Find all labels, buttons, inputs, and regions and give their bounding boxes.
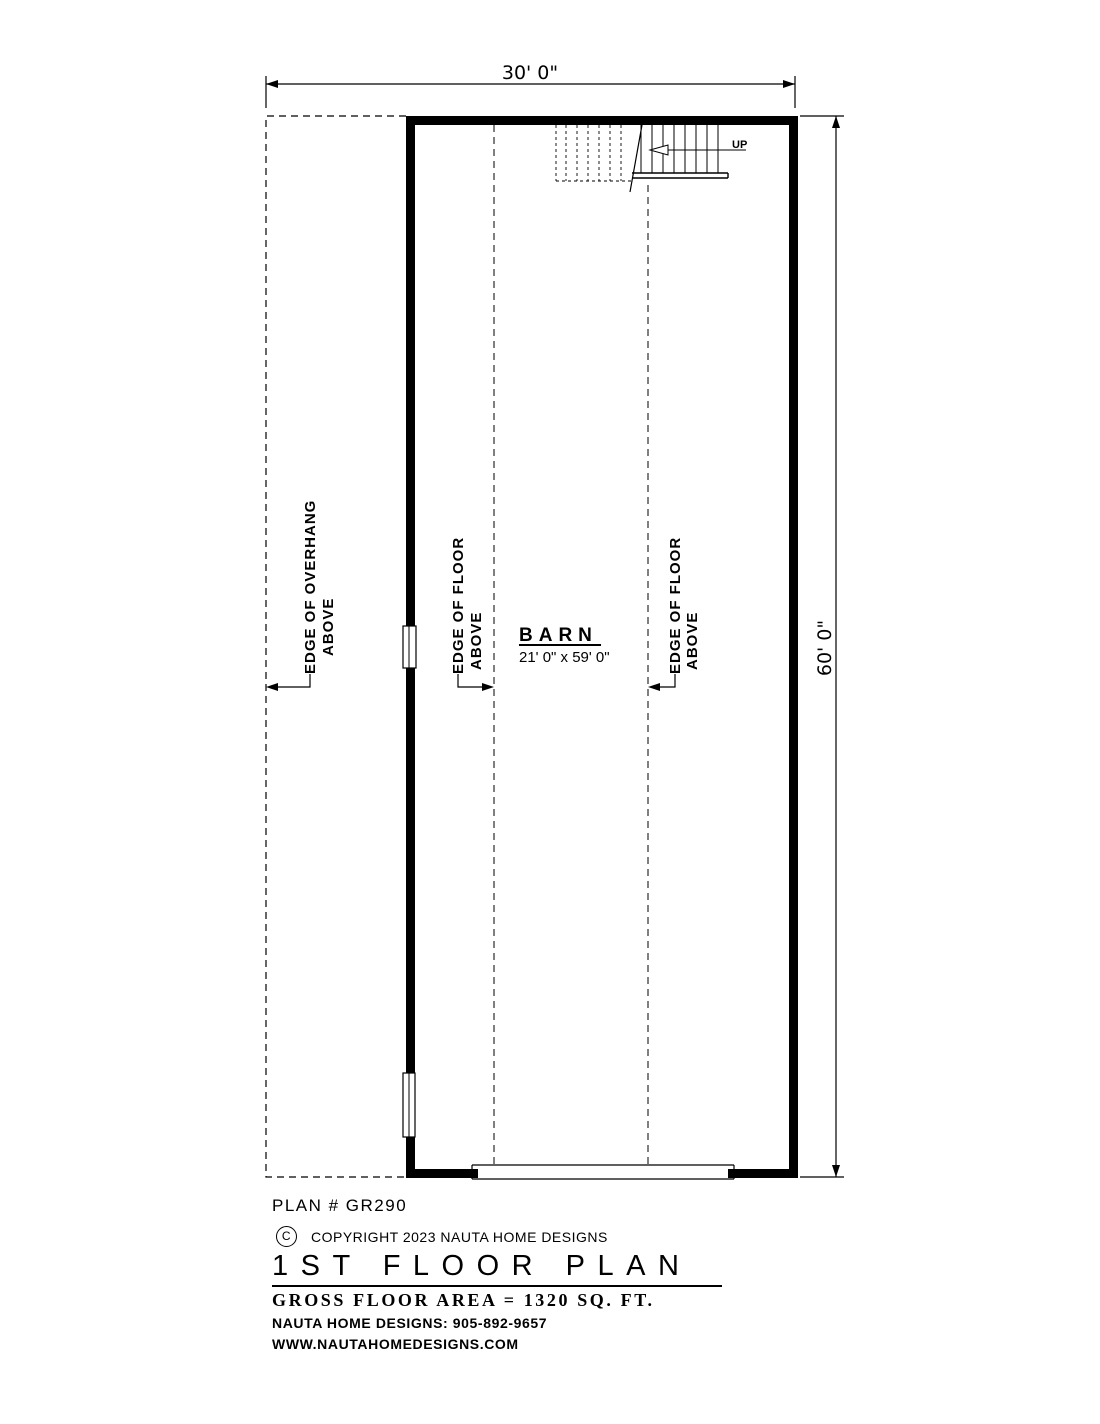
overhang-label-line1: EDGE OF OVERHANG <box>302 499 319 674</box>
gross-floor-area: GROSS FLOOR AREA = 1320 SQ. FT. <box>272 1290 655 1310</box>
floor-edge-label-left-line1: EDGE OF FLOOR <box>450 536 467 674</box>
stair-up-label: UP <box>732 139 748 151</box>
stair-arrow-icon <box>650 145 668 155</box>
side-window <box>403 626 416 668</box>
floor-edge-label-left-line2: ABOVE <box>468 611 485 670</box>
drawing-title: 1ST FLOOR PLAN <box>272 1250 722 1287</box>
width-dimension <box>266 62 795 108</box>
side-door <box>403 1073 415 1137</box>
depth-dimension <box>800 116 844 1177</box>
floor-edge-annotation-left <box>450 537 494 691</box>
room-label <box>519 625 610 666</box>
copyright-line <box>272 1226 732 1247</box>
depth-dimension-label: 60' 0" <box>814 619 836 677</box>
overhang-annotation <box>266 500 337 691</box>
overhang-label-line2: ABOVE <box>320 597 337 656</box>
room-name: BARN <box>519 625 598 646</box>
company-phone: NAUTA HOME DESIGNS: 905-892-9657 <box>272 1315 548 1331</box>
overhead-door <box>472 1165 734 1179</box>
company-website: WWW.NAUTAHOMEDESIGNS.COM <box>272 1336 519 1352</box>
stair <box>556 125 747 192</box>
plan-number: PLAN # GR290 <box>272 1196 408 1215</box>
copyright-text: COPYRIGHT 2023 NAUTA HOME DESIGNS <box>311 1228 608 1245</box>
copyright-icon: C <box>276 1226 297 1247</box>
room-size: 21' 0" x 59' 0" <box>519 649 610 666</box>
width-dimension-label: 30' 0" <box>501 62 559 84</box>
floor-edge-annotation-right <box>648 537 701 691</box>
floor-edge-label-right-line1: EDGE OF FLOOR <box>667 536 684 674</box>
floor-edge-label-right-line2: ABOVE <box>684 611 701 670</box>
